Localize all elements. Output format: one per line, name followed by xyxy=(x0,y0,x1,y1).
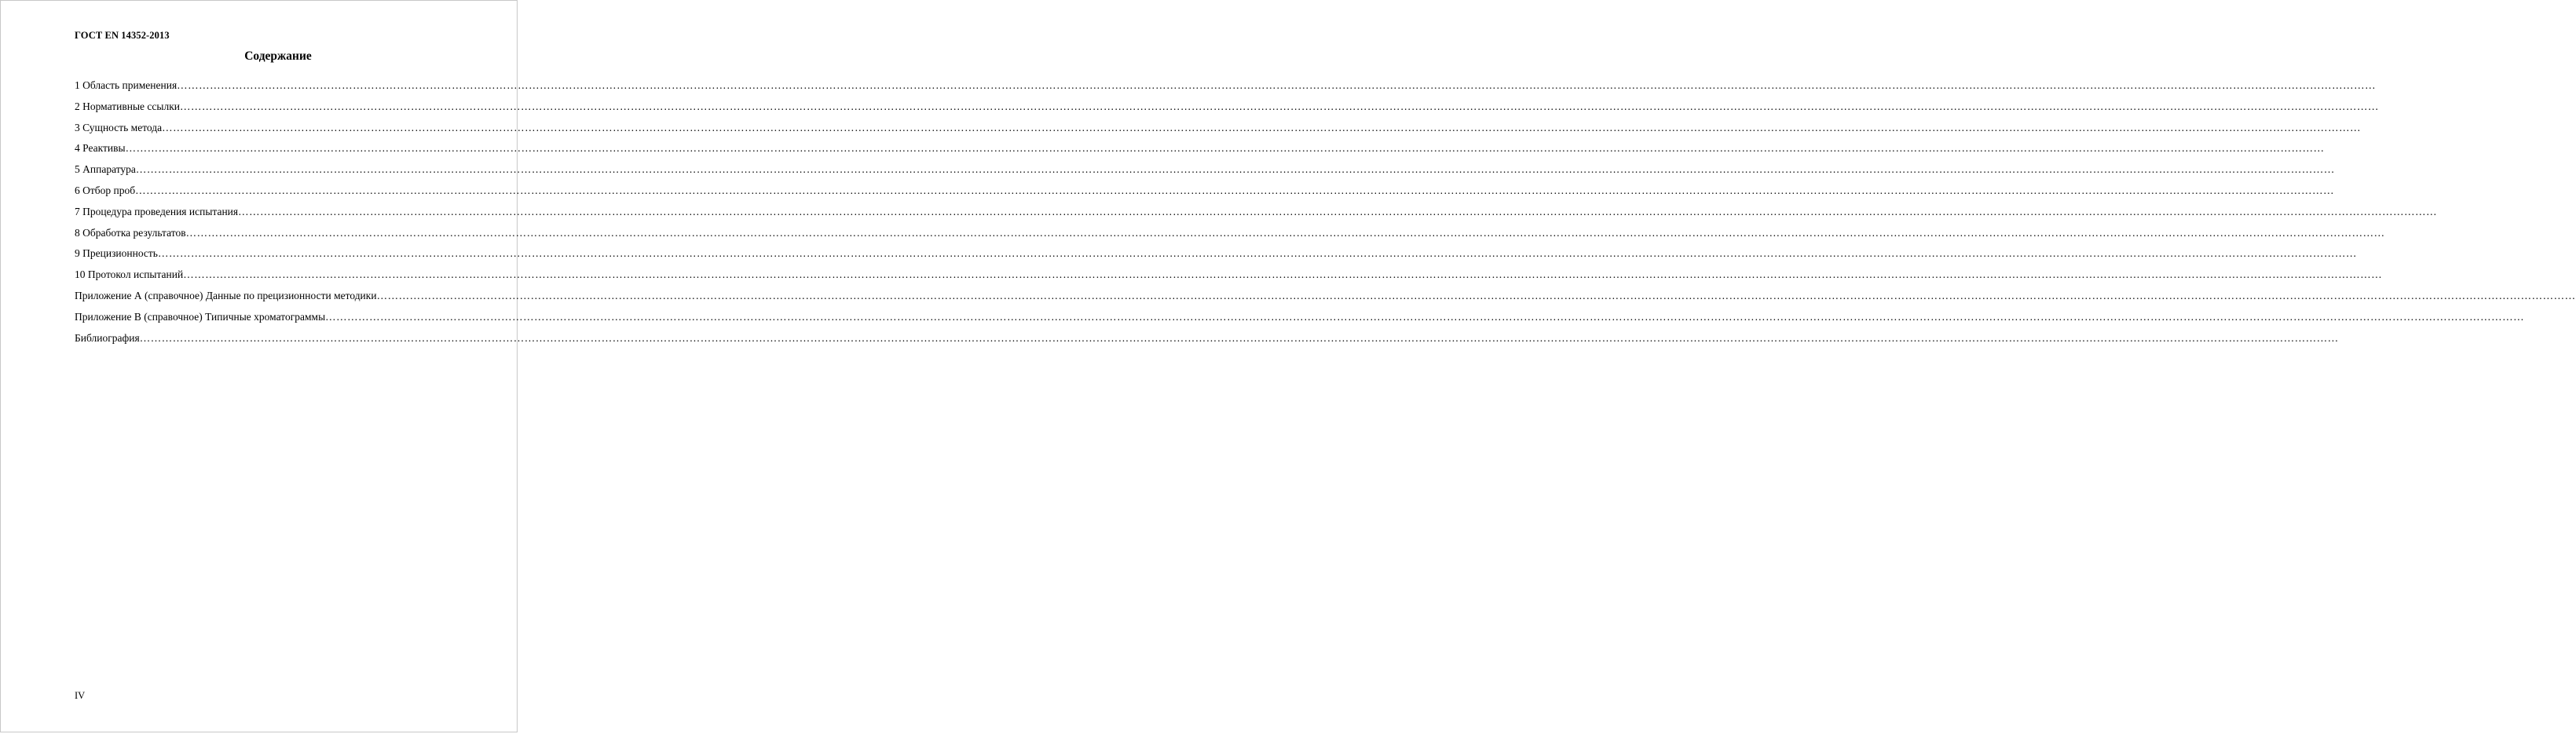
toc-item-annex-b[interactable] xyxy=(75,310,2525,331)
toc-item-scope[interactable] xyxy=(75,79,2377,100)
toc-item-annex-a[interactable] xyxy=(75,289,2576,310)
toc-item-label: 10 Протокол испытаний xyxy=(75,268,184,281)
toc-item-label: Приложение В (справочное) Типичные хроматограммы xyxy=(75,310,326,323)
toc-dot-leader: …………………………………………………………………………………………………………………………………………………………………………………………………………………………………………………………………………………………………………………………………………………………………………………………………………………………………………………………………………………………………………………………………………………… xyxy=(177,79,2377,91)
toc-dot-leader: …………………………………………………………………………………………………………………………………………………………………………………………………………………………………………………………………………………………………………………………………………………………………………………………………………………………………………………………………………………………………………………………………………………… xyxy=(185,226,2385,239)
toc-item-label: 1 Область применения xyxy=(75,79,177,91)
toc-title: Содержание xyxy=(244,49,312,63)
toc-item-label: Приложение А (справочное) Данные по прецизионности методики xyxy=(75,289,377,301)
toc-dot-leader: …………………………………………………………………………………………………………………………………………………………………………………………………………………………………………………………………………………………………………………………………………………………………………………………………………………………………………………………………………………………………………………………………………………… xyxy=(376,289,2576,301)
toc-item-apparatus[interactable] xyxy=(75,163,2335,184)
toc-item-label: 4 Реактивы xyxy=(75,142,126,155)
toc-item-label: Библиография xyxy=(75,331,140,344)
toc-item-label: 3 Сущность метода xyxy=(75,121,163,133)
toc-dot-leader: …………………………………………………………………………………………………………………………………………………………………………………………………………………………………………………………………………………………………………………………………………………………………………………………………………………………………………………………………………………………………………………………………………………… xyxy=(180,100,2379,112)
toc-dot-leader: …………………………………………………………………………………………………………………………………………………………………………………………………………………………………………………………………………………………………………………………………………………………………………………………………………………………………………………………………………………………………………………………………………………… xyxy=(135,184,2335,196)
toc-item-test-procedure[interactable] xyxy=(75,205,2438,226)
toc-list xyxy=(75,79,2576,352)
toc-item-label: 5 Аппаратура xyxy=(75,163,136,176)
toc-item-test-report[interactable] xyxy=(75,268,2383,289)
toc-item-normative-references[interactable] xyxy=(75,100,2379,121)
toc-item-reagents[interactable] xyxy=(75,141,2325,163)
toc-item-precision[interactable] xyxy=(75,246,2357,268)
toc-dot-leader: …………………………………………………………………………………………………………………………………………………………………………………………………………………………………………………………………………………………………………………………………………………………………………………………………………………………………………………………………………………………………………………………………………………… xyxy=(238,205,2438,217)
toc-dot-leader: …………………………………………………………………………………………………………………………………………………………………………………………………………………………………………………………………………………………………………………………………………………………………………………………………………………………………………………………………………………………………………………………………………………… xyxy=(325,310,2525,323)
toc-dot-leader: …………………………………………………………………………………………………………………………………………………………………………………………………………………………………………………………………………………………………………………………………………………………………………………………………………………………………………………………………………………………………………………………………………………… xyxy=(157,247,2357,260)
toc-item-label: 6 Отбор проб xyxy=(75,184,136,196)
toc-item-label: 7 Процедура проведения испытания xyxy=(75,205,239,217)
toc-dot-leader: …………………………………………………………………………………………………………………………………………………………………………………………………………………………………………………………………………………………………………………………………………………………………………………………………………………………………………………………………………………………………………………………………………………… xyxy=(183,268,2383,281)
toc-dot-leader: …………………………………………………………………………………………………………………………………………………………………………………………………………………………………………………………………………………………………………………………………………………………………………………………………………………………………………………………………………………………………………………………………………………… xyxy=(125,142,2325,155)
toc-item-label: 2 Нормативные ссылки xyxy=(75,100,180,112)
page-number: IV xyxy=(75,690,86,701)
toc-dot-leader: …………………………………………………………………………………………………………………………………………………………………………………………………………………………………………………………………………………………………………………………………………………………………………………………………………………………………………………………………………………………………………………………………………………… xyxy=(139,331,2339,344)
toc-dot-leader: …………………………………………………………………………………………………………………………………………………………………………………………………………………………………………………………………………………………………………………………………………………………………………………………………………………………………………………………………………………………………………………………………………………… xyxy=(162,121,2362,133)
toc-item-method-principle[interactable] xyxy=(75,121,2362,142)
toc-item-label: 9 Прецизионность xyxy=(75,247,158,260)
toc-item-results-processing[interactable] xyxy=(75,226,2385,247)
toc-dot-leader: …………………………………………………………………………………………………………………………………………………………………………………………………………………………………………………………………………………………………………………………………………………………………………………………………………………………………………………………………………………………………………………………………………………… xyxy=(135,163,2335,176)
toc-item-bibliography[interactable] xyxy=(75,331,2339,352)
toc-item-sampling[interactable] xyxy=(75,184,2335,205)
toc-item-label: 8 Обработка результатов xyxy=(75,226,186,239)
document-header: ГОСТ EN 14352-2013 xyxy=(75,30,170,41)
